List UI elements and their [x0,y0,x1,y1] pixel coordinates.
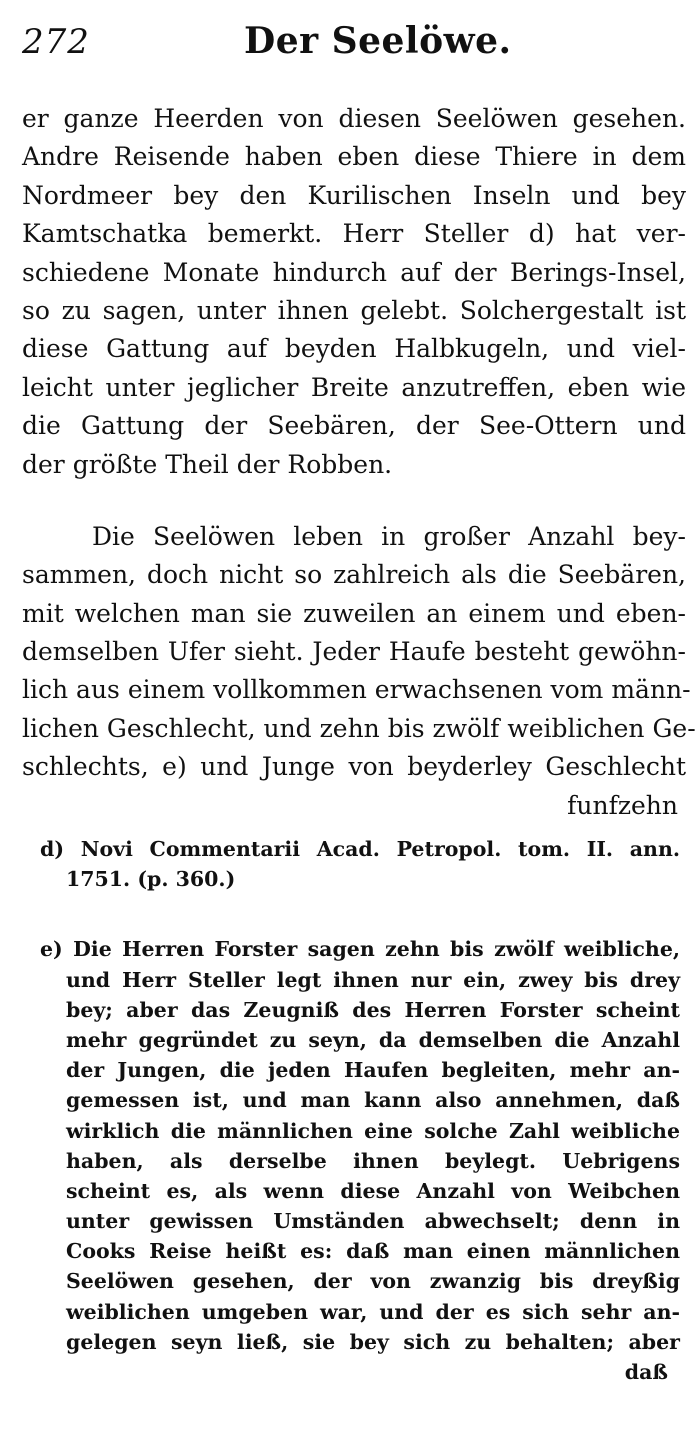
footnote-catchword: daß [624,1360,668,1384]
footnote-e-line: unter gewissen Umständen abwechselt; denn in [66,1209,680,1234]
text-line: schiedene Monate hindurch auf der Berings-Insel, [22,257,686,287]
text-line: Die Seelöwen leben in großer Anzahl bey- [92,521,686,551]
footnotes [40,834,680,1387]
main-text [22,100,696,825]
text-line: schlechts, e) und Junge von beyderley Geschlecht [22,752,686,782]
paragraph-gap [22,484,686,518]
text-line: lichen Geschlecht, und zehn bis zwölf weiblichen Ge- [22,713,696,743]
footnote-e-line: gelegen seyn ließ, sie bey sich zu behalten; aber [66,1329,680,1354]
footnote-e-line: wirklich die männlichen eine solche Zahl weibliche [66,1118,680,1143]
footnote-e-line: mehr gegründet zu seyn, da demselben die Anzahl [66,1027,680,1052]
footnote-e-line: e) Die Herren Forster sagen zehn bis zwölf weibliche, [40,937,680,962]
text-line: sammen, doch nicht so zahlreich als die Seebären, [22,560,686,590]
page-number: 272 [22,22,90,62]
text-line: Nordmeer bey den Kurilischen Inseln und bey [22,180,686,210]
footnote-e-line: weiblichen umgeben war, und der es sich sehr an- [66,1299,680,1324]
text-line: demselben Ufer sieht. Jeder Haufe besteht gewöhn- [22,637,686,667]
footnote-e-line: der Jungen, die jeden Haufen begleiten, mehr an- [66,1058,680,1083]
footnote-e-line: gemessen ist, und man kann also annehmen, daß [66,1088,680,1113]
text-line: so zu sagen, unter ihnen gelebt. Solchergestalt ist [22,295,686,325]
text-line: leicht unter jeglicher Breite anzutreffen, eben wie [22,372,686,402]
text-line: Kamtschatka bemerkt. Herr Steller d) hat ver- [22,219,686,249]
footnote-e-line: scheint es, als wenn diese Anzahl von Weibchen [66,1178,680,1203]
footnote-e-line: und Herr Steller legt ihnen nur ein, zwey bis drey [66,967,680,992]
text-line: Andre Reisende haben eben diese Thiere in dem [22,142,686,172]
text-line: er ganze Heerden von diesen Seelöwen gesehen. [22,104,686,133]
text-line: der größte Theil der Robben. [22,449,393,479]
footnote-d-line: d) Novi Commentarii Acad. Petropol. tom. II. ann. [40,837,680,861]
footnote-gap [40,894,680,934]
text-line: mit welchen man sie zuweilen an einem und eben- [22,598,686,628]
footnote-d-line: 1751. (p. 360.) [66,867,236,892]
text-line: lich aus einem vollkommen erwachsenen vom männ- [22,675,691,705]
text-line: diese Gattung auf beyden Halbkugeln, und viel- [22,334,686,364]
footnote-e-line: haben, als derselbe ihnen beylegt. Uebrigens [66,1148,680,1173]
footnote-e-line: Seelöwen gesehen, der von zwanzig bis dreyßig [66,1269,680,1294]
text-line: die Gattung der Seebären, der See-Ottern und [22,411,686,441]
running-title: Der Seelöwe. [244,20,512,62]
footnote-e-line: Cooks Reise heißt es: daß man einen männlichen [66,1239,680,1264]
footnote-e-line: bey; aber das Zeugniß des Herren Forster scheint [66,997,680,1022]
page-header [22,14,682,74]
catchword: funfzehn [567,790,678,820]
